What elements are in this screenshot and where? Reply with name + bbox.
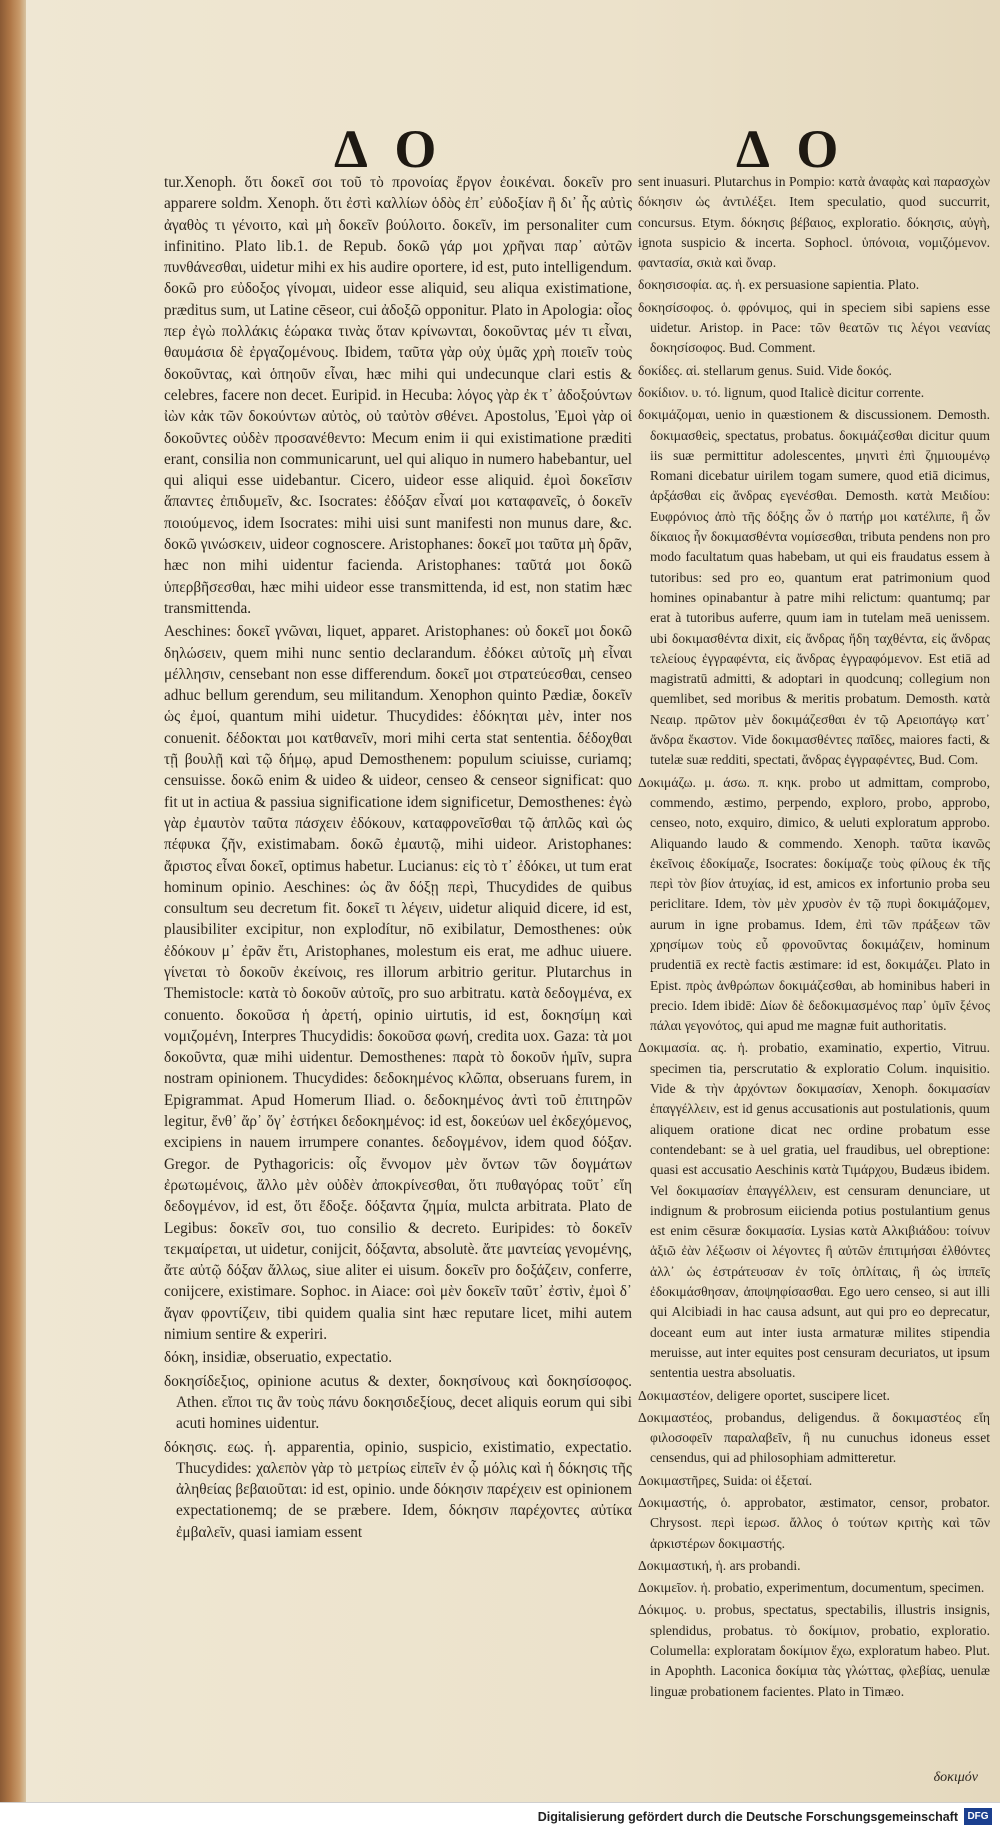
dictionary-entry: δοκησίσοφος. ὁ. φρόνιμος, qui in speciem sibi sapiens esse uidetur. Aristop. in Pace: τῶν θεατῶν τις λέγοι νεανίας δοκησίσοφος. Bud. Comment. — [638, 299, 990, 356]
dfg-logo: DFG — [964, 1808, 992, 1825]
left-text-column — [164, 172, 632, 1545]
dictionary-entry: δοκίδιον. υ. τό. lignum, quod Italicè dicitur corrente. — [638, 384, 925, 400]
dictionary-entry: Δοκιμαστική, ἡ. ars probandi. — [638, 1557, 801, 1573]
dictionary-entry: Δόκιμος. υ. probus, spectatus, spectabilis, illustris insignis, splendidus, probatus. τὸ δοκίμιον, probatio, exploratio. Columella: exploratam δοκίμιον ἔχω, exploratum habeo. Plut. in Apophth. Laconica δοκίμια τὰς γλώττας, φλεβίας, uenulæ linguæ probationem facientes. Plato in Timæo. — [638, 1602, 990, 1699]
dictionary-entry: Δοκιμαστής, ὁ. approbator, æstimator, censor, probator. Chrysost. περὶ ἱερωσ. ἄλλος ὁ τούτων κριτὴς καὶ τῶν ἀρκιστέρων δοκιμαστής. — [638, 1495, 990, 1551]
paragraph: sent inuasuri. Plutarchus in Pompio: κατὰ ἀναφὰς καὶ παρασχὼν δόκησιν ὡς ἀντιλέξει. Item speculatio, quod succurrit, concursus. Etym. δόκησις βέβαιος, exploratio. δόκησις, αὐγὴ, ignota suspicio & incerta. Sophocl. ὑπόνοια, νομιζόμενον. φαντασία, σκιὰ καὶ ὄναρ. — [638, 174, 990, 271]
dictionary-entry: Δοκιμαστῆρες, Suida: οἱ ἐξεταί. — [638, 1472, 813, 1488]
right-header-letters: Δ Ο — [736, 119, 847, 179]
paragraph: Aeschines: δοκεῖ γνῶναι, liquet, apparet. Aristophanes: οὐ δοκεῖ μοι δοκῶ δηλώσειν, quem mihi nunc sentio declarandum. ἐδόκει αὐτοῖς μὴ εἶναι μέλλησιν, censebant non esse differendum. δοκεῖ μοι στρατεύεσθαι, censeo adhuc bellum gerendum, seu militandum. Xenophon quinto Pædiæ, δοκεῖν ὡς ἐμοί, quantum mihi uidetur. Thucydides: ἐδόκηται μὲν, inter nos conuenit. δέδοκται μοι κατθανεῖν, mori mihi certa stat sententia. δέδοχθαι τῇ βουλῇ καὶ τῷ δήμῳ, apud Demosthenem: populum sciuisse, curiamq; censuisse. δοκῶ enim & uideo & uideor, censeo & censeor significat: quo fit ut in actiua & passiua significatione idem significetur, Demosthenes: ἐγὼ γὰρ ἐμαυτὸν ταῦτα πάσχειν ἐδόκουν, καταφρονεῖσθαι τῷ ἁπλῶς καὶ ὡς πέφυκα ζῆν, existimabam. δοκῶ ἐμαυτῷ, mihi uideor. Aristophanes: ἄριστος εἶναι δοκεῖ, optimus habetur. Lucianus: εἰς τὸ τ᾽ ἐδόκει, ut tum erat hominum opinio. Aeschines: ὡς ἂν δόξῃ περὶ, Thucydides de quibus consultum seu decretum fit. δοκεῖ τι λέγειν, uidetur aliquid dicere, id est, plausibiliter excipitur, non explodítur, nō exibilatur, Demosthenes: οὐκ ἐδόκουν μ᾽ ἐρᾶν ἔτι, Aristophanes, molestum eis erat, me adhuc uiuere. γίνεται τὸ δοκοῦν ἐκείνοις, res illorum arbitrio geritur. Plutarchus in Themistocle: κατὰ τὸ δοκοῦν αὐτοῖς, pro suo arbitratu. κατὰ δεδογμένα, ex conuento. δοκοῦσα ἡ ἀρετή, opinio uirtutis, id est, δοκησίμη καὶ νομιζομένη, Interpres Thucydidis: δοκοῦσα φωνή, credita uox. Gaza: τὰ μοι δοκοῦντα, quæ mihi uidentur. Demosthenes: παρὰ τὸ δοκοῦν ἡμῖν, supra nostram opinionem. Thucydides: δεδοκημένος κλῶπα, obseruans furem, in Epigrammat. Apud Homerum Iliad. ο. δεδοκημένος ἀντὶ τοῦ ἐπιτηρῶν legitur, ἔνθ᾽ ἄρ᾽ ὅγ᾽ ἑστήκει δεδοκημένος: id est, δοκεύων uel ἐκδεχόμενος, excipiens in nauem irrumpere conantes. δεδογμένον, idem quod δόξαν. Gregor. de Pythagoricis: οἷς ἔννομον μὲν ὄντων τῶν δογμάτων ἐρωτωμένοις, ἄλλο μὲν οὐδὲν ἀποκρίνεσθαι, ὅτι πυθαγόρας τοῦτ᾽ εἴη δεδογμένον, id est, ὅτι ἔδοξε. δόξαντα ζημία, mulcta arbitrata. Plato de Legibus: δοκεῖν σοι, tuo consilio & decreto. Euripides: τὸ δοκεῖν τεκμαίρεται, ut uidetur, conijcit, δόξαντα, absolutè. ἄτε μαντείας γενομένης, ἄτε αὐτῷ δόξαν ἄλλως, siue aliter ei uisum. δοκεῖν pro δοξάζειν, conferre, conijcere, existimare. Sophoc. in Aiace: σοὶ μὲν δοκεῖν ταῦτ᾽ ἐστὶν, ἐμοὶ δ᾽ ἄγαν φροντίζειν, tibi quidem qualia sint hæc reputare licet, mihi autem nimium sentire & experiri. — [164, 623, 632, 1344]
dictionary-entry: δόκη, insidiæ, obseruatio, expectatio. — [164, 1349, 393, 1367]
right-text-column — [638, 172, 990, 1704]
dictionary-entry: Δοκιμάζω. μ. άσω. π. κηκ. probo ut admittam, comprobo, commendo, æstimo, perpendo, exploro, probo, approbo, censeo, noto, exquiro, dimico, & ueluti exploratum approbo. Aliquando laudo & commendo. Xenoph. ταῦτα ἱκανῶς ἐκεῖνοις ἐδοκίμαζε, Isocrates: δοκίμαζε τοὺς φίλους ἐκ τῆς περὶ τὸν βίον ἀτυχίας, id est, amicos ex infortunio proba seu periclitare. Idem, τὸν μὲν χρυσὸν ἐν τῷ πυρὶ δοκιμάζομεν, aurum in igne probamus. Idem, ἐπὶ τῶν πράξεων τῶν χρησίμων τοὺς εὖ φρονοῦντας δοκιμάζειν, hominum prudentiā ex rectè factis æstimare: id est, δοκιμάζει. Plato in Epist. πρὸς ἀνθρώπων δοκιμάζεσθαι, ab hominibus haberi in precio. Idem ibidē: Δίων δὲ δεδοκιμασμένος παρ᾽ ὑμῖν ξένος πάλαι γεγονότος, qui apud me magnæ fuit authoritatis. — [638, 774, 990, 1034]
dictionary-entry: Δοκιμασία. ας. ἡ. probatio, examinatio, expertio, Vitruu. specimen tia, perscrutatio & exploratio Colum. inquisitio. Vide & τὴν ἀρχόντων δοκιμασίαν, Xenoph. δοκιμασίαν ἐπαγγέλλειν, est id genus accusationis aut postulationis, quum aliquem oratione dicat nec ordine probatum esse contendebant: se à uel gratia, uel fraudibus, uel obreptione: quasi est accusatio Aeschinis κατὰ Τιμάρχου, Budæus ibidem. Vel δοκιμασίαν ἐπαγγέλλειν, est censuram denunciare, ut indignum & probrosum eiicienda potius postulantium genus est enim cēsuræ δοκιμασία. Lysias κατὰ Αλκιβιάδου: τοίνυν ἀξιῶ ἐὰν λέξωσιν οἱ λέγοντες ἢ αὐτῶν ἐπιτιμήσαι ἐλθόντες ἀλλ᾽ ὡς ἐστράτευσαν ἐν τοῖς ὁπλίταις, ἢ ὡς ἱππεῖς ἐδοκιμάσθησαν, ἀποψηφίσασθαι. Ego uero censeo, si aut illi qui Alcibiadi in hac causa adsunt, aut qui pro eo deprecatur, doceant eum aut inter iusta armaturæ milites stipendia meruisse, aut inter equites post censuram decuriatos, ut ipsum sententia uestra absoluatis. — [638, 1040, 990, 1381]
dictionary-entry: Δοκιμεῖον. ἡ. probatio, experimentum, documentum, specimen. — [638, 1580, 985, 1596]
footer-credit: Digitalisierung gefördert durch die Deutsche Forschungsgemeinschaft — [537, 1810, 958, 1824]
dictionary-entry: Δοκιμαστέος, probandus, deligendus. ἃ δοκιμαστέος εἴη φιλοσοφεῖν παραλαβεῖν, ἢ nu cunuchus idoneus esset censendus, qui ad philosophiam admitteretur. — [638, 1409, 990, 1466]
digitization-footer — [0, 1802, 1000, 1831]
left-header-letters: Δ Ο — [334, 119, 445, 179]
dictionary-entry: δοκησισοφία. ας. ἡ. ex persuasione sapientia. Plato. — [638, 277, 920, 293]
dictionary-entry: δοκίδες. αἱ. stellarum genus. Suid. Vide δοκός. — [638, 362, 892, 378]
dictionary-entry: δόκησις. εως. ἡ. apparentia, opinio, suspicio, existimatio, expectatio. Thucydides: χαλεπὸν γὰρ τὸ μετρίως εἰπεῖν ἐν ᾧ μόλις καὶ ἡ δόκησις τῆς ἀληθείας βεβαιοῦται: id est, opinio. unde δόκησιν παρέχειν est opinionem expectationemq; de se præbere. Idem, δόκησιν παρέχοντες αὐτίκα ἐμβαλεῖν, quasi iamiam essent — [164, 1438, 632, 1541]
catchword: δοκιμόν — [933, 1770, 978, 1785]
dictionary-entry: Δοκιμαστέον, deligere oportet, suscipere licet. — [638, 1387, 890, 1403]
dictionary-entry: δοκησίδεξιος, opinione acutus & dexter, δοκησίνους καὶ δοκησίσοφος. Athen. εἴποι τις ἂν τοὺς πάνυ δοκησιδεξίους, decet aliquis eorum qui sibi acuti homines uidentur. — [164, 1372, 632, 1433]
book-edge — [0, 0, 26, 1831]
paragraph: tur.Xenoph. ὅτι δοκεῖ σοι τοῦ τὸ προνοίας ἔργον ἐοικέναι. δοκεῖν pro apparere soldm. Xenoph. ὅτι ἐστὶ καλλίων ὁδὸς ἐπ᾽ εὐδοξίαν ἢ δι᾽ ἧς αὐτὶς ἀγαθὸς τι γένοιτο, καὶ μὴ δοκεῖν βούλοιτο. δοκεῖν, im personaliter cum infinitino. Plato lib.1. de Repub. δοκῶ γάρ μοι χρῆναι παρ᾽ αὐτῶν πυνθάνεσθαι, uidetur mihi ex his audire oportere, id est, puto intelligendum. δοκῶ pro εὐδοξος γίνομαι, uideor esse aliquid, seu aliqua existimatione, præditus sum, ut Latine cēseor, cui ἀδοξῶ opponitur. Plato in Apologia: οἷος περ ἐγὼ πολλάκις ἑώρακα τινὰς ὅταν κρίνωνται, δοκοῦντας μέν τι εἶναι, θαυμάσια δὲ ἐργαζομένους. Ibidem, ταῦτα γὰρ οὐχ ὑμᾶς χρὴ ποιεῖν τοὺς δοκοῦντας, καὶ ὁπηοῦν εἶναι, hæc mihi qui undecunque clari estis & celebres, facere non decet. Euripid. in Hecuba: λόγος γὰρ ἐκ τ᾽ ἀδοξούντων ἰὼν κἀκ τῶν δοκούντων αὐτὸς, οὐ ταὐτὸν σθένει. Apostolus, Ἐμοὶ γὰρ οἱ δοκοῦντες οὐδὲν προσανέθεντο: Mecum enim ii qui existimatione præditi erant, consilia non communicarunt, uel qui aliquo in numero habebantur, uel qui aliqui esse uidebantur. Cicero, uideor esse aliquid. ἐμοὶ δοκεῖσιν ἅπαντες ἐπιδυμεῖν, &c. Isocrates: ἐδόξαν εἶναί μοι καταφανεῖς, ὁ δοκεῖν ποιούμενος, idem Isocrates: mihi uisi sunt manifesti non munus dare, &c. δοκῶ γινώσκειν, uideor cognoscere. Aristophanes: δοκεῖ μοι ταῦτα μὴ δρᾶν, hæc non mihi uidentur facienda. Aristophanes: ταῦτά μοι δοκῶ ὑπερβῆσεσθαι, hæc mihi uideor esse transmittenda, id est, non statim hæc transmittenda. — [164, 174, 632, 617]
book-page — [26, 0, 1000, 1831]
dictionary-entry: δοκιμάζομαι, uenio in quæstionem & discussionem. Demosth. δοκιμασθεὶς, spectatus, probatus. δοκιμάζεσθαι dicitur quum iis suæ permittitur adolescentes, μηνιτὶ ἐπὶ ζημιουμένῳ Romani dicebatur uirilem togam sumere, quod etiā dicimus, ἀρξάσθαι εἰς ἄνδρας εγενέσθαι. Demosth. κατὰ Μειδίου: Ευφρόνιος ἀπὸ τῆς δόξης ὧν ὁ πατήρ μοι κατέλιπε, ἢ ὧν δίκαιος ἦν δοκιμασθέντα νομίσεσθαι, tributa pendens non pro modo facultatum quas habebam, ut qui eis fraudatus essem à tutoribus: sed pro eo, quantum erat patrimonium quod homines opinabantur à patre mihi relictum: quantumq; par erat à tutoribus auferre, quum iam in tutelam meā uenissem. ubi δοκιμασθέντα dixit, εἰς ἄνδρας ἤδη ταχθέντα, εἰς ἄνδρας τελείους ἐγγραφέντα, εἰς ἄνδρας ἐγγραφόμενον. Est etiā ad magistratū admitti, & adoptari in quodcunq; collegium non quemlibet, sed moribus & meritis probatum. Demosth. κατὰ Νεαιρ. πρῶτον μὲν δοκιμάζεσθαι ἐν τῷ Αρειοπάγῳ κατ᾽ ἄνδρα ἕκαστον. Vide δοκιμασθέντες παῖδες, maiores facti, & tutelæ suæ redditi, spectati, ἄνδρας ἐγγραφέντες, Bud. Com. — [638, 407, 990, 768]
